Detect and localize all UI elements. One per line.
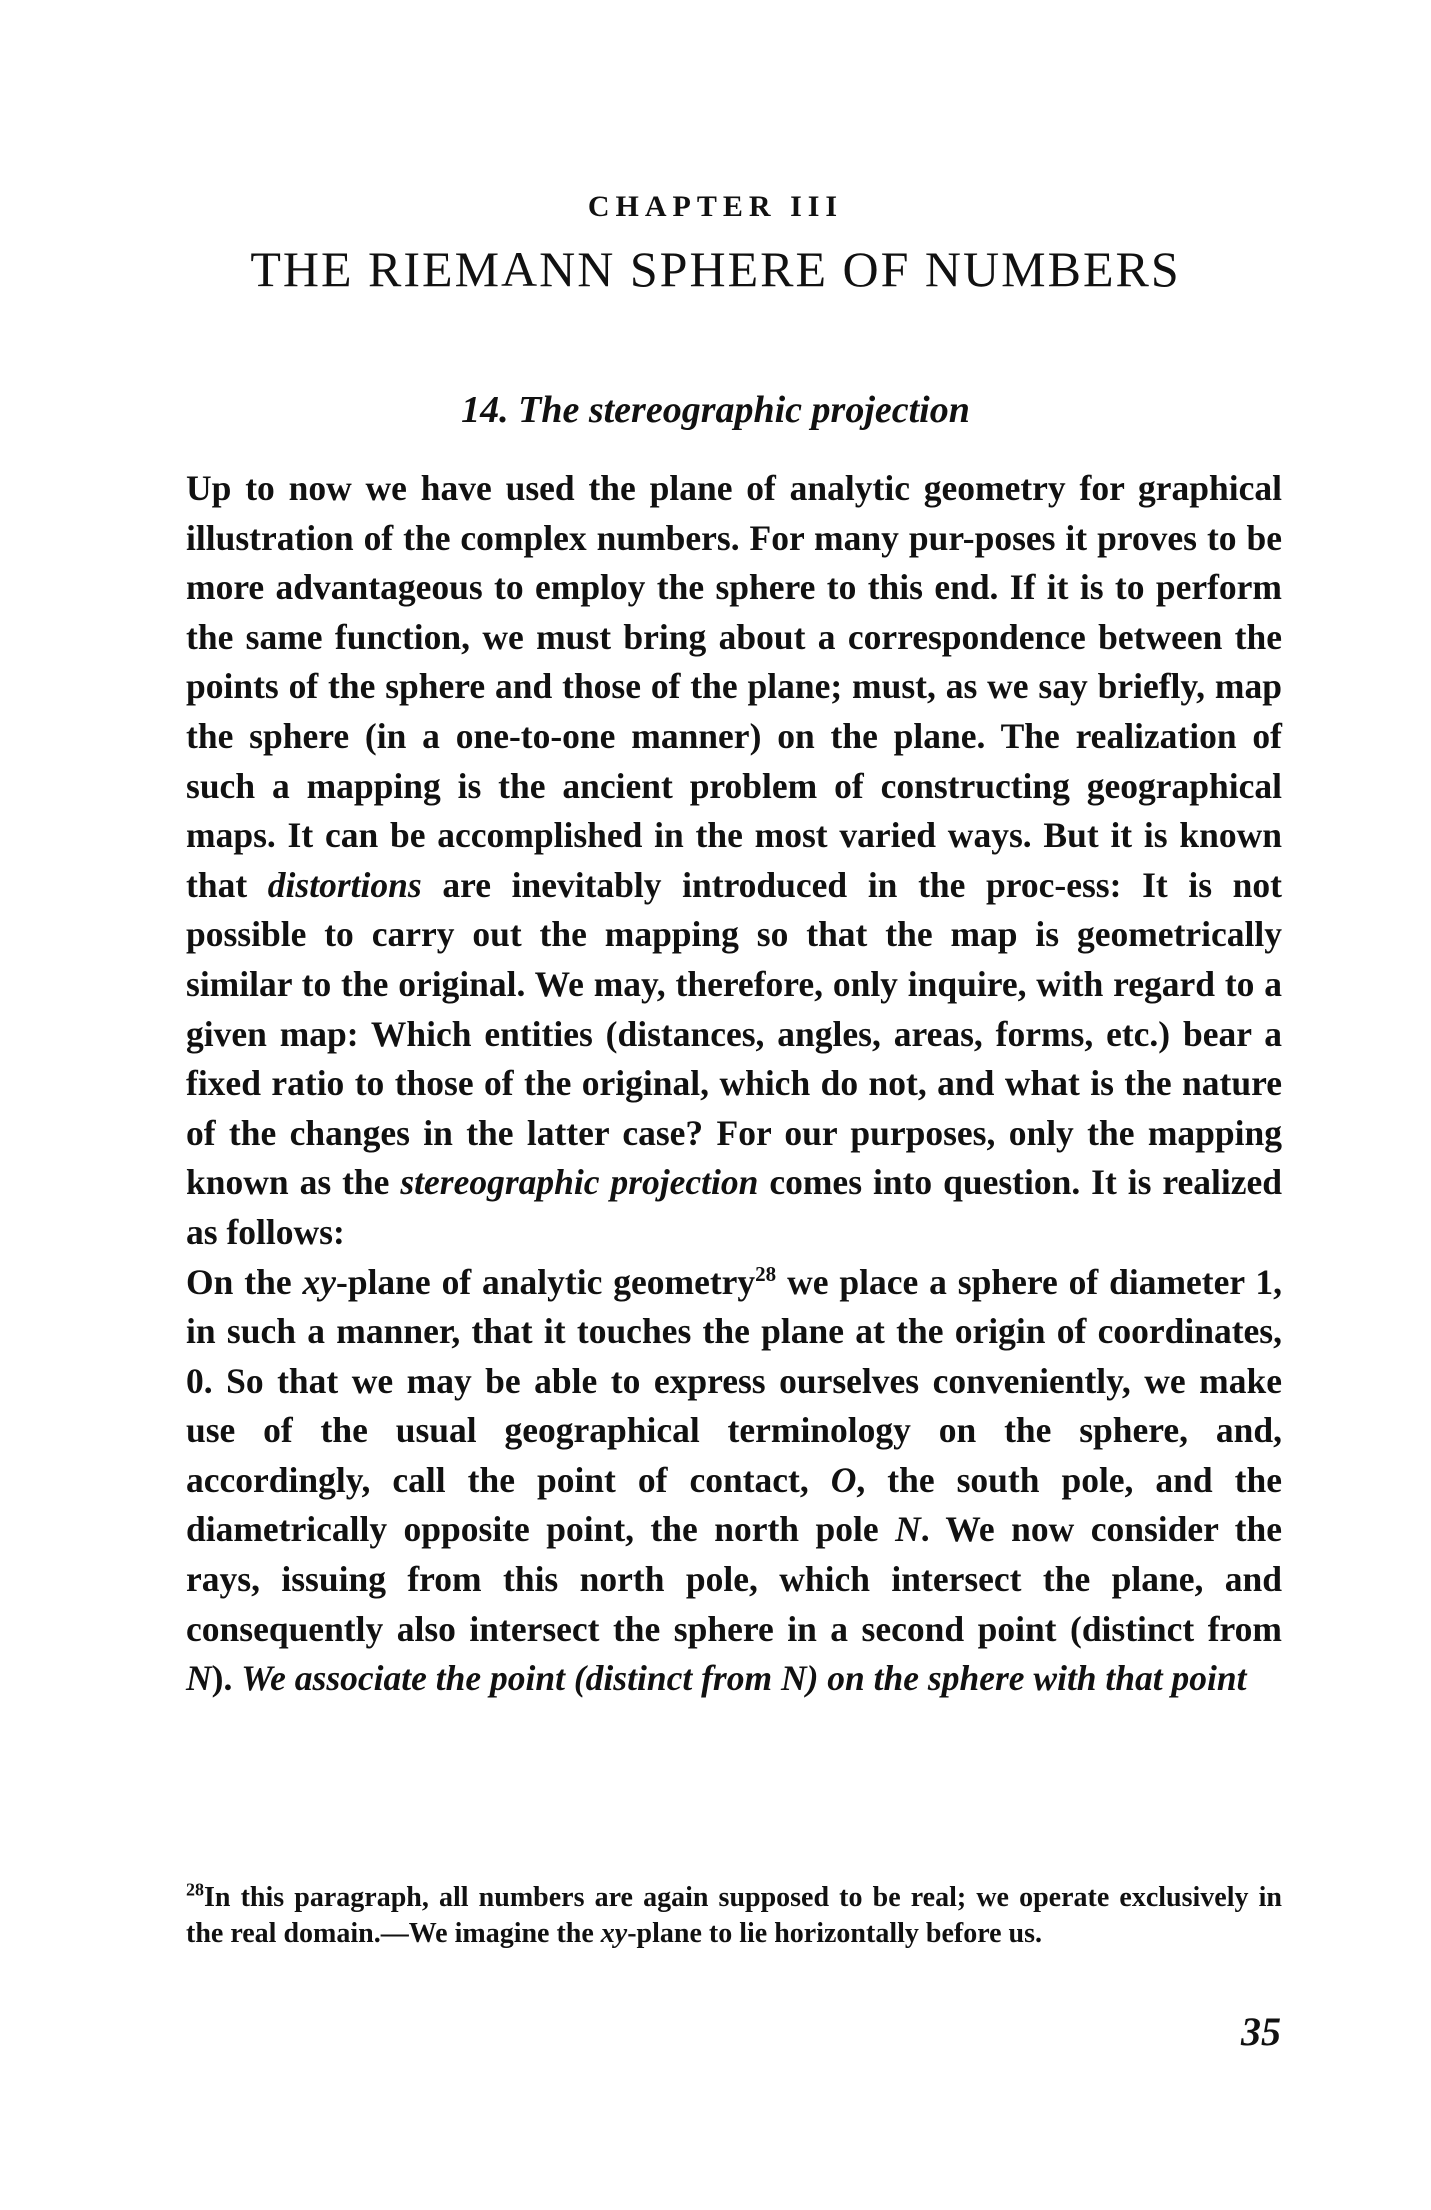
paragraph-1	[186, 464, 1282, 1258]
footnote-mark: 28	[186, 1879, 204, 1900]
symbol-o: O	[830, 1459, 857, 1500]
footnote-reference: 28	[755, 1261, 777, 1286]
paragraph-1-text-a: Up to now we have used the plane of analytic geometry for graphical illustration of the complex numbers. For many pur-poses it proves to be more advantageous to employ the sphere to this end. If it is to perform the same function, we must bring about a correspondence between the points of the sphere and those of the plane; must, as we say briefly, map the sphere (in a one-to-one manner) on the plane. The realization of such a mapping is the ancient problem of constructing geographical maps. It can be accomplished in the most varied ways. But it is known that	[186, 468, 1282, 905]
paragraph-2-text-b: -plane of analytic geometry	[336, 1261, 756, 1302]
term-stereographic-projection: stereographic projection	[400, 1162, 759, 1203]
footnote-text-b: -plane to lie horizontally before us.	[627, 1917, 1043, 1949]
paragraph-2-text-e: . We now consider the rays, issuing from this north pole, which intersect the plane, and consequently also intersect the sphere in a second point (distinct from	[186, 1509, 1282, 1649]
paragraph-2-text-f: ).	[211, 1658, 242, 1699]
footnote	[186, 1880, 1282, 1951]
paragraph-1-text-b: are inevitably introduced in the proc-ess: It is not possible to carry out the mapping so that the map is geometrically similar to the original. We may, therefore, only inquire, with regard to a given map: Which entities (distances, angles, areas, forms, etc.) bear a fixed ratio to those of the original, which do not, and what is the nature of the changes in the latter case? For our purposes, only the mapping known as the	[186, 864, 1282, 1203]
page-number: 35	[1241, 2009, 1281, 2054]
footnote-text-a: In this paragraph, all numbers are again supposed to be real; we operate exclusively in the real domain.—We imagine the	[186, 1882, 1282, 1949]
paragraph-2	[186, 1258, 1282, 1704]
footnote-term-xy: xy	[600, 1917, 628, 1949]
paragraph-2-text-d: , the south pole, and the diametrically opposite point, the north pole	[186, 1459, 1282, 1550]
chapter-label: CHAPTER III	[587, 190, 844, 223]
symbol-n-second: N	[186, 1658, 212, 1699]
paragraph-1-text-c: comes into question. It is realized as follows:	[186, 1162, 1282, 1252]
paragraph-2-text-a: On the	[186, 1261, 303, 1302]
term-distortions: distortions	[267, 864, 422, 905]
paragraph-2-italic-end: We associate the point (distinct from N) on the sphere with that point	[241, 1658, 1247, 1699]
chapter-title: THE RIEMANN SPHERE OF NUMBERS	[250, 241, 1181, 297]
paragraph-2-text-c: we place a sphere of diameter 1, in such a manner, that it touches the plane at the origin of coordinates, 0. So that we may be able to express ourselves conveniently, we make use of the usual geographical terminology on the sphere, and, accordingly, call the point of contact,	[186, 1261, 1282, 1500]
body-text	[186, 464, 1282, 1704]
symbol-n-first: N	[895, 1509, 921, 1550]
section-heading: 14. The stereographic projection	[461, 389, 970, 431]
term-xy: xy	[302, 1261, 336, 1302]
